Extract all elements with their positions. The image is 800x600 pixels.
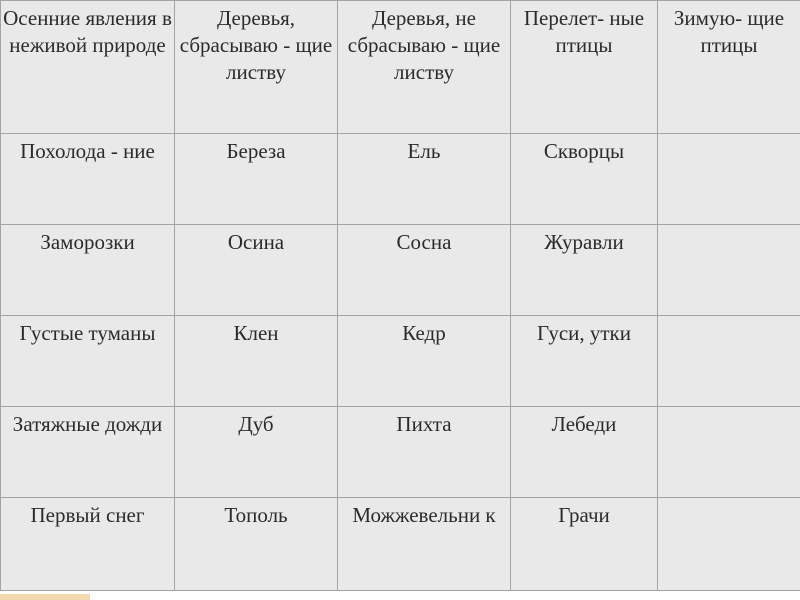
cell-deciduous: Клен: [175, 316, 338, 407]
cell-wintering: [658, 498, 800, 591]
cell-evergreen: Кедр: [338, 316, 511, 407]
header-wintering-birds: Зимую- щие птицы: [658, 1, 800, 134]
cell-evergreen: Ель: [338, 134, 511, 225]
cell-wintering: [658, 134, 800, 225]
cell-phenomenon: Затяжные дожди: [1, 407, 175, 498]
cell-deciduous: Береза: [175, 134, 338, 225]
cell-migratory: Лебеди: [511, 407, 658, 498]
table-row: [1, 498, 800, 591]
cell-wintering: [658, 316, 800, 407]
table-row: [1, 134, 800, 225]
cell-phenomenon: Первый снег: [1, 498, 175, 591]
cell-evergreen: Пихта: [338, 407, 511, 498]
table-row: [1, 407, 800, 498]
header-migratory-birds: Перелет- ные птицы: [511, 1, 658, 134]
table-row: [1, 316, 800, 407]
cell-wintering: [658, 225, 800, 316]
table-row: [1, 225, 800, 316]
cell-migratory: Грачи: [511, 498, 658, 591]
cell-deciduous: Дуб: [175, 407, 338, 498]
cell-phenomenon: Похолода - ние: [1, 134, 175, 225]
header-nonliving-phenomena: Осенние явления в неживой природе: [1, 1, 175, 134]
slide-corner-accent: [0, 594, 90, 600]
cell-deciduous: Тополь: [175, 498, 338, 591]
header-deciduous-trees: Деревья, сбрасываю - щие листву: [175, 1, 338, 134]
header-row: [1, 1, 800, 134]
cell-wintering: [658, 407, 800, 498]
cell-phenomenon: Густые туманы: [1, 316, 175, 407]
cell-migratory: Гуси, утки: [511, 316, 658, 407]
cell-evergreen: Сосна: [338, 225, 511, 316]
cell-deciduous: Осина: [175, 225, 338, 316]
cell-migratory: Скворцы: [511, 134, 658, 225]
cell-migratory: Журавли: [511, 225, 658, 316]
cell-phenomenon: Заморозки: [1, 225, 175, 316]
cell-evergreen: Можжевельни к: [338, 498, 511, 591]
header-evergreen-trees: Деревья, не сбрасываю - щие листву: [338, 1, 511, 134]
